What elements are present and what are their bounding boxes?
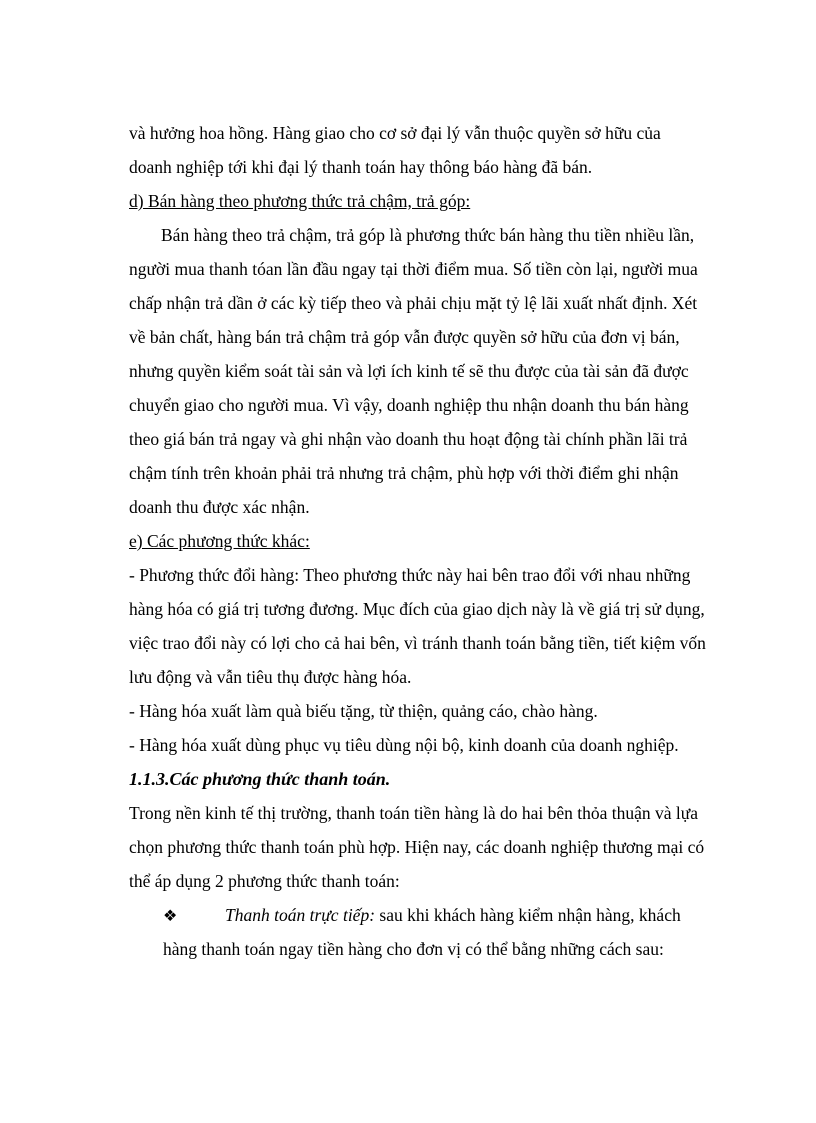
paragraph-line: chọn phương thức thanh toán phù hợp. Hiện nay, các doanh nghiệp thương mại có xyxy=(129,837,705,857)
paragraph-line: doanh nghiệp tới khi đại lý thanh toán hay thông báo hàng đã bán. xyxy=(129,157,593,177)
paragraph-line: chậm tính trên khoản phải trả nhưng trả chậm, phù hợp với thời điểm ghi nhận xyxy=(129,463,679,483)
paragraph-line: - Hàng hóa xuất làm quà biếu tặng, từ thiện, quảng cáo, chào hàng. xyxy=(129,701,598,721)
paragraph-line: chấp nhận trả dần ở các kỳ tiếp theo và phải chịu mặt tỷ lệ lãi xuất nhất định. Xét xyxy=(129,293,698,313)
section-heading-1-1-3: 1.1.3.Các phương thức thanh toán. xyxy=(129,769,391,789)
paragraph-line: và hưởng hoa hồng. Hàng giao cho cơ sở đại lý vẫn thuộc quyền sở hữu của xyxy=(129,123,661,143)
bullet-item xyxy=(129,898,749,932)
paragraph-line: nhưng quyền kiểm soát tài sản và lợi ích kinh tế sẽ thu được của tài sản đã được xyxy=(129,361,689,381)
bullet-text: sau khi khách hàng kiểm nhận hàng, khách xyxy=(375,905,681,925)
paragraph-line: - Phương thức đổi hàng: Theo phương thức này hai bên trao đổi với nhau những xyxy=(129,565,691,585)
paragraph-line: Trong nền kinh tế thị trường, thanh toán tiền hàng là do hai bên thỏa thuận và lựa xyxy=(129,803,698,823)
paragraph-line: Bán hàng theo trả chậm, trả góp là phương thức bán hàng thu tiền nhiều lần, xyxy=(161,225,695,245)
diamond-bullet-icon: ❖ xyxy=(163,908,178,925)
bullet-continuation: hàng thanh toán ngay tiền hàng cho đơn vị có thể bằng những cách sau: xyxy=(163,939,664,959)
body-text xyxy=(129,116,749,966)
bullet-term: Thanh toán trực tiếp: xyxy=(225,905,376,925)
paragraph-line: về bản chất, hàng bán trả chậm trả góp vẫn được quyền sở hữu của đơn vị bán, xyxy=(129,327,680,347)
paragraph-line: chuyển giao cho người mua. Vì vậy, doanh nghiệp thu nhận doanh thu bán hàng xyxy=(129,395,689,415)
paragraph-line: thể áp dụng 2 phương thức thanh toán: xyxy=(129,871,400,891)
paragraph-line: - Hàng hóa xuất dùng phục vụ tiêu dùng nội bộ, kinh doanh của doanh nghiệp. xyxy=(129,735,679,755)
paragraph-line: theo giá bán trả ngay và ghi nhận vào doanh thu hoạt động tài chính phần lãi trả xyxy=(129,429,688,449)
paragraph-line: người mua thanh tóan lần đầu ngay tại thời điểm mua. Số tiền còn lại, người mua xyxy=(129,259,698,279)
section-heading-d: d) Bán hàng theo phương thức trả chậm, trả góp: xyxy=(129,191,471,211)
paragraph-line: việc trao đổi này có lợi cho cả hai bên, vì tránh thanh toán bằng tiền, tiết kiệm vốn xyxy=(129,633,706,653)
paragraph-line: hàng hóa có giá trị tương đương. Mục đích của giao dịch này là về giá trị sử dụng, xyxy=(129,599,705,619)
paragraph-line: doanh thu được xác nhận. xyxy=(129,497,310,517)
section-heading-e: e) Các phương thức khác: xyxy=(129,531,310,551)
paragraph-line: lưu động và vẫn tiêu thụ được hàng hóa. xyxy=(129,667,412,687)
